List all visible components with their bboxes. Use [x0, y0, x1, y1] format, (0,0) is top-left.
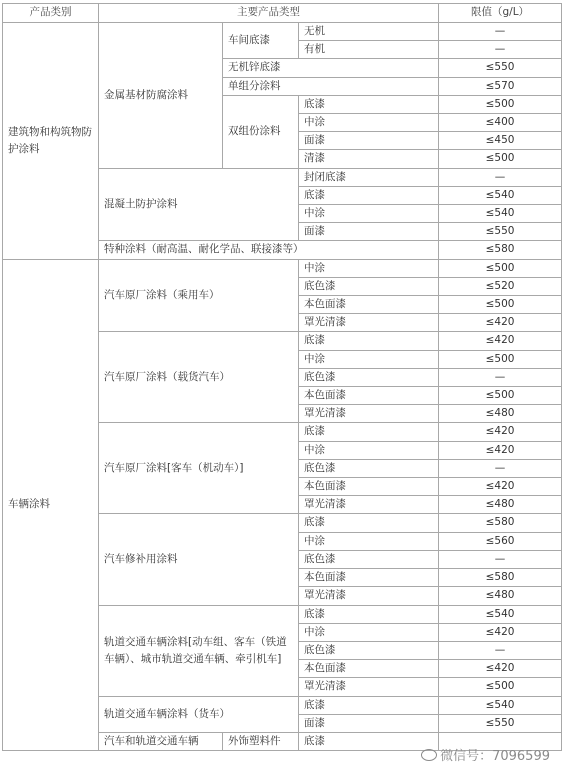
limit-cell: ≤500 — [439, 678, 562, 696]
type-cell: 单组分涂料 — [223, 77, 439, 95]
wechat-icon — [421, 749, 437, 761]
limit-cell: ≤480 — [439, 587, 562, 605]
type-cell: 底漆 — [299, 95, 439, 113]
header-category: 产品类别 — [3, 4, 99, 23]
limit-cell: ≤540 — [439, 186, 562, 204]
type-cell: 罩光清漆 — [299, 678, 439, 696]
type-cell: 底漆 — [299, 423, 439, 441]
limit-cell: ≤500 — [439, 350, 562, 368]
limit-cell: ≤580 — [439, 569, 562, 587]
type-cell: 中涂 — [299, 532, 439, 550]
limit-cell: ≤500 — [439, 387, 562, 405]
header-limit: 限值（g/L） — [439, 4, 562, 23]
type-cell: 底色漆 — [299, 550, 439, 568]
limit-cell: ≤420 — [439, 441, 562, 459]
type-cell: 本色面漆 — [299, 660, 439, 678]
header-type: 主要产品类型 — [99, 4, 439, 23]
limit-cell: ≤480 — [439, 496, 562, 514]
limit-cell: ≤580 — [439, 241, 562, 259]
type-cell: 底漆 — [299, 514, 439, 532]
type-cell: 罩光清漆 — [299, 496, 439, 514]
table-row — [3, 23, 562, 41]
limit-cell: — — [439, 23, 562, 41]
subcategory-cell: 轨道交通车辆涂料（货车） — [99, 696, 299, 732]
type-cell: 底色漆 — [299, 277, 439, 295]
type-cell: 底漆 — [299, 332, 439, 350]
type-cell: 面漆 — [299, 223, 439, 241]
subcategory-cell: 特种涂料（耐高温、耐化学品、联接漆等） — [99, 241, 439, 259]
limit-cell: ≤500 — [439, 296, 562, 314]
limit-cell: ≤480 — [439, 405, 562, 423]
limit-cell: — — [439, 368, 562, 386]
type-cell: 罩光清漆 — [299, 405, 439, 423]
limit-cell: ≤420 — [439, 660, 562, 678]
subcategory-cell: 汽车原厂涂料（载货汽车） — [99, 332, 299, 423]
limit-cell: ≤500 — [439, 259, 562, 277]
type-cell: 中涂 — [299, 350, 439, 368]
type-cell: 罩光清漆 — [299, 587, 439, 605]
limit-cell: ≤420 — [439, 478, 562, 496]
limit-cell: — — [439, 641, 562, 659]
type-cell: 清漆 — [299, 150, 439, 168]
limit-cell: ≤500 — [439, 95, 562, 113]
table-row — [3, 259, 562, 277]
type-cell: 底漆 — [299, 696, 439, 714]
subcategory-cell: 混凝土防护涂料 — [99, 168, 299, 241]
limit-cell: — — [439, 41, 562, 59]
limit-cell: ≤540 — [439, 205, 562, 223]
limit-cell: ≤550 — [439, 223, 562, 241]
limit-cell: ≤420 — [439, 623, 562, 641]
voc-limits-table — [2, 3, 562, 751]
limit-cell: — — [439, 459, 562, 477]
limit-cell: ≤540 — [439, 605, 562, 623]
subcategory-cell: 汽车和轨道交通车辆 — [99, 732, 223, 750]
limit-cell: ≤500 — [439, 150, 562, 168]
type-cell: 有机 — [299, 41, 439, 59]
group-cell: 车间底漆 — [223, 23, 299, 59]
type-cell: 底色漆 — [299, 641, 439, 659]
limit-cell: — — [439, 550, 562, 568]
type-cell: 罩光清漆 — [299, 314, 439, 332]
type-cell: 面漆 — [299, 132, 439, 150]
limit-cell: ≤450 — [439, 132, 562, 150]
limit-cell: ≤540 — [439, 696, 562, 714]
limit-cell: ≤560 — [439, 532, 562, 550]
type-cell: 无机 — [299, 23, 439, 41]
category-cell: 车辆涂料 — [3, 259, 99, 750]
type-cell: 底漆 — [299, 605, 439, 623]
subcategory-cell: 轨道交通车辆涂料[动车组、客车（铁道车辆）、城市轨道交通车辆、牵引机车] — [99, 605, 299, 696]
type-cell: 中涂 — [299, 441, 439, 459]
type-cell: 中涂 — [299, 259, 439, 277]
type-cell: 中涂 — [299, 623, 439, 641]
watermark — [421, 745, 550, 764]
subcategory-cell: 汽车原厂涂料（乘用车） — [99, 259, 299, 332]
type-cell: 面漆 — [299, 714, 439, 732]
type-cell: 中涂 — [299, 114, 439, 132]
type-cell: 底漆 — [299, 186, 439, 204]
limit-cell: ≤420 — [439, 332, 562, 350]
limit-cell: ≤420 — [439, 423, 562, 441]
type-cell: 底漆 — [299, 732, 439, 750]
limit-cell: ≤520 — [439, 277, 562, 295]
group-cell: 双组份涂料 — [223, 95, 299, 168]
type-cell: 无机锌底漆 — [223, 59, 439, 77]
limit-cell: ≤580 — [439, 514, 562, 532]
subcategory-cell: 金属基材防腐涂料 — [99, 23, 223, 169]
type-cell: 本色面漆 — [299, 296, 439, 314]
type-cell: 中涂 — [299, 205, 439, 223]
subcategory-cell: 汽车修补用涂料 — [99, 514, 299, 605]
type-cell: 本色面漆 — [299, 478, 439, 496]
limit-cell: ≤550 — [439, 59, 562, 77]
limit-cell: ≤420 — [439, 314, 562, 332]
type-cell: 本色面漆 — [299, 569, 439, 587]
limit-cell: ≤570 — [439, 77, 562, 95]
type-cell: 本色面漆 — [299, 387, 439, 405]
table-header-row — [3, 4, 562, 23]
subcategory-cell: 汽车原厂涂料[客车（机动车）] — [99, 423, 299, 514]
group-cell: 外饰塑料件 — [223, 732, 299, 750]
limit-cell: ≤400 — [439, 114, 562, 132]
type-cell: 封闭底漆 — [299, 168, 439, 186]
category-cell: 建筑物和构筑物防护涂料 — [3, 23, 99, 260]
type-cell: 底色漆 — [299, 368, 439, 386]
limit-cell: ≤550 — [439, 714, 562, 732]
watermark-text: 微信号：7096599 — [440, 749, 550, 764]
limit-cell: — — [439, 168, 562, 186]
type-cell: 底色漆 — [299, 459, 439, 477]
